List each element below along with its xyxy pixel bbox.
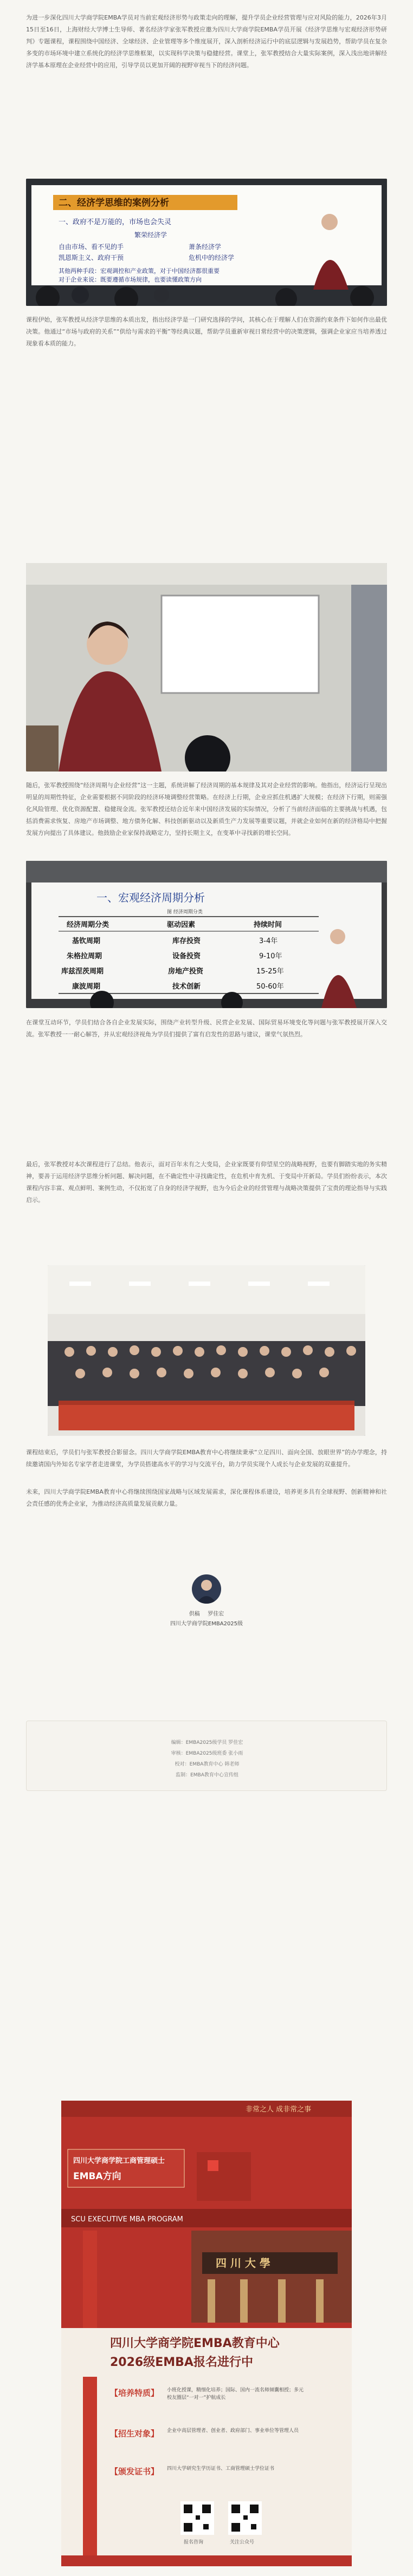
author-role: 供稿	[189, 1611, 200, 1617]
group-photo	[48, 1265, 365, 1436]
poster-program: SCU EXECUTIVE MBA PROGRAM	[71, 2215, 183, 2224]
slide3-cell: 库存投资	[172, 937, 201, 945]
paragraph-7: 未来，四川大学商学院EMBA教育中心将继续围绕国家战略与区域发展需求，深化课程体系建设，培养更多具有全球视野、创新精神和社会责任感的优秀企业家，为推动经济高质量发展贡献力量。	[26, 1488, 387, 1507]
slide3-header: 经济周期分类	[67, 921, 109, 929]
slide3-cell: 50-60年	[256, 983, 284, 991]
lecture-photo-3	[26, 861, 387, 1008]
meta-proofreader: 校对：EMBA教育中心 韩老师	[175, 1762, 240, 1767]
lecture-photo-2	[26, 563, 387, 772]
author-credit	[0, 1609, 413, 1617]
slide3-cell: 设备投资	[172, 952, 201, 960]
slide3-cell: 3-4年	[259, 937, 278, 945]
editorial-info-box	[26, 1721, 387, 1791]
paragraph-3: 随后，张军教授围绕“经济周期与企业经营”这一主题，系统讲解了经济周期的基本规律及其对企业经营的影响。他指出，经济运行呈现出明显的周期性特征，企业需要根据不同阶段的经济环境调整经营策略。在经济上行期，企业应抓住机遇扩大规模；在经济下行期，则需强化风险管理、优化资源配置、稳健现金流。张军教授还结合近年来中国经济发展的实际情况，分析了当前经济面临的主要挑战与机遇，包括消费需求恢复、房地产市场调整、地方债务化解、科技创新驱动以及新质生产力发展等重要议题，并就企业如何在新的经济格局中把握发展方向提出了具体建议。他鼓励企业家保持战略定力，坚持长期主义，在变革中寻找新的增长空间。	[26, 782, 387, 836]
poster-sichuan-plaque: 四 川 大 學	[216, 2257, 270, 2270]
poster-logo-line1: 四川大学商学院工商管理硕士	[73, 2157, 165, 2165]
slide3-title: 一、宏观经济周期分析	[96, 891, 205, 904]
slide3-cell: 康波周期	[72, 983, 101, 991]
paragraph-4: 在课堂互动环节，学员们结合各自企业发展实际，围绕产业转型升级、民营企业发展、国际贸易环境变化等问题与张军教授展开深入交流。张军教授一一耐心解答，并从宏观经济视角为学员们提供了富有启发性的思路与建议，课堂气氛热烈。	[26, 1019, 387, 1038]
slide3-cell: 9-10年	[259, 952, 282, 960]
author-name: 罗佳宏	[208, 1611, 224, 1617]
poster-item-desc: 小班化授课，精细化培养；国际、国内一流名师倾囊相授；多元校友圈层“一对一”护航成长	[167, 2388, 304, 2401]
poster-item-tag: 【颁发证书】	[110, 2467, 159, 2476]
meta-reviewer: 审核：EMBA2025级班委 张小雨	[171, 1751, 243, 1756]
poster-center: 四川大学商学院EMBA教育中心	[110, 2337, 280, 2350]
slide1-bottom: 对于企业来说：既要遵循市场规律，也要读懂政策方向	[59, 276, 202, 283]
slide3-cell: 技术创新	[172, 983, 201, 991]
slide3-cell: 基钦周期	[72, 937, 101, 945]
intro-paragraph: 为进一步深化四川大学商学院EMBA学员对当前宏观经济形势与政策走向的理解，提升学员企业经营管理与应对风险的能力，2026年3月15日至16日，上海财经大学博士生导师、著名经济学家张军教授应邀为四川大学商学院EMBA学员开展《经济学思维与宏观经济形势研判》专题课程，课程围绕中国经济、全球经济、企业管理等多个维度展开，深入剖析经济运行中的底层逻辑与发展趋势，帮助学员在复杂多变的市场环境中建立系统化的经济学思维框架，以实现科学决策与稳健经营。课堂上，张军教授结合大量实际案例，深入浅出地讲解经济学基本原理在企业经营中的应用，引导学员以更加开阔的视野审视当下的经济问题。	[26, 14, 387, 69]
recruitment-poster[interactable]	[61, 2101, 352, 2566]
poster-item-tag: 【培养特质】	[110, 2388, 159, 2398]
meta-editor: 编辑：EMBA2025级学员 罗佳宏	[171, 1740, 243, 1745]
slide3-cell: 朱格拉周期	[67, 952, 102, 960]
slide3-header: 驱动因素	[167, 921, 196, 929]
slide1-bottom: 其他两种手段：宏观调控和产业政策，对于中国经济都很重要	[59, 267, 220, 274]
qr-code-icon[interactable]	[228, 2501, 262, 2535]
author-avatar	[192, 1574, 221, 1604]
poster-item-tag: 【招生对象】	[110, 2429, 159, 2438]
qr-code-icon[interactable]	[180, 2501, 214, 2535]
poster-seal: 非常之人 成非常之事	[246, 2106, 312, 2114]
qr-label: 报名咨询	[184, 2540, 204, 2545]
paragraph-5: 最后，张军教授对本次课程进行了总结。他表示，面对百年未有之大变局，企业家既要有仰望星空的战略视野，也要有脚踏实地的务实精神，要善于运用经济学思维分析问题、解决问题，在不确定性中寻找确定性，在危机中育先机、于变局中开新局。学员们纷纷表示，本次课程内容丰富、观点鲜明、案例生动，不仅拓宽了自身的经济学视野，也为今后企业的经营管理与战略决策提供了宝贵的理论指导与实践启示。	[26, 1161, 387, 1204]
slide1-line: 繁荣经济学	[134, 231, 167, 239]
slide3-cell: 15-25年	[256, 967, 284, 976]
slide1-title: 二、经济学思维的案例分析	[59, 198, 169, 208]
person-icon	[192, 1574, 221, 1604]
meta-supervisor: 监制：EMBA教育中心宣传组	[176, 1773, 238, 1778]
slide1-line: 一、政府不是万能的，市场也会失灵	[59, 218, 172, 226]
slide1-line: 萧条经济学	[189, 243, 222, 251]
slide1-line: 危机中的经济学	[189, 254, 235, 261]
paragraph-6: 课程结束后，学员们与张军教授合影留念。四川大学商学院EMBA教育中心将继续秉承“立足四川、面向全国、放眼世界”的办学理念，持续邀请国内外知名专家学者走进课堂，为学员搭建高水平的学习与交流平台，助力学员实现个人成长与企业发展的双重提升。	[26, 1449, 387, 1468]
slide3-header: 持续时间	[254, 921, 282, 929]
slide1-line: 自由市场、看不见的手	[59, 243, 124, 251]
poster-logo-line2: EMBA方向	[73, 2171, 121, 2182]
slide3-caption: 图 经济周期分类	[167, 910, 203, 915]
qr-label: 关注公众号	[230, 2540, 255, 2545]
poster-item-desc: 四川大学研究生学历证书、工商管理硕士学位证书	[167, 2466, 275, 2472]
lecture-photo-1	[26, 179, 387, 306]
poster-headline: 2026级EMBA报名进行中	[110, 2356, 253, 2369]
slide1-line: 凯恩斯主义、政府干预	[59, 254, 124, 261]
author-affiliation: 四川大学商学院EMBA2025级	[170, 1621, 243, 1627]
paragraph-2: 课程伊始，张军教授从经济学思维的本质出发，指出经济学是一门研究选择的学问，其核心在于理解人们在资源约束条件下如何作出最优决策。他通过“市场与政府的关系”“供给与需求的平衡”等经典议题，帮助学员重新审视日常经营中的决策逻辑，强调企业家应当培养透过现象看本质的能力。	[26, 316, 387, 347]
slide3-cell: 房地产投资	[168, 967, 204, 976]
slide3-cell: 库兹涅茨周期	[61, 967, 104, 976]
poster-item-desc: 企业中高层管理者、创业者、政府部门、事业单位等管理人员	[167, 2428, 299, 2434]
